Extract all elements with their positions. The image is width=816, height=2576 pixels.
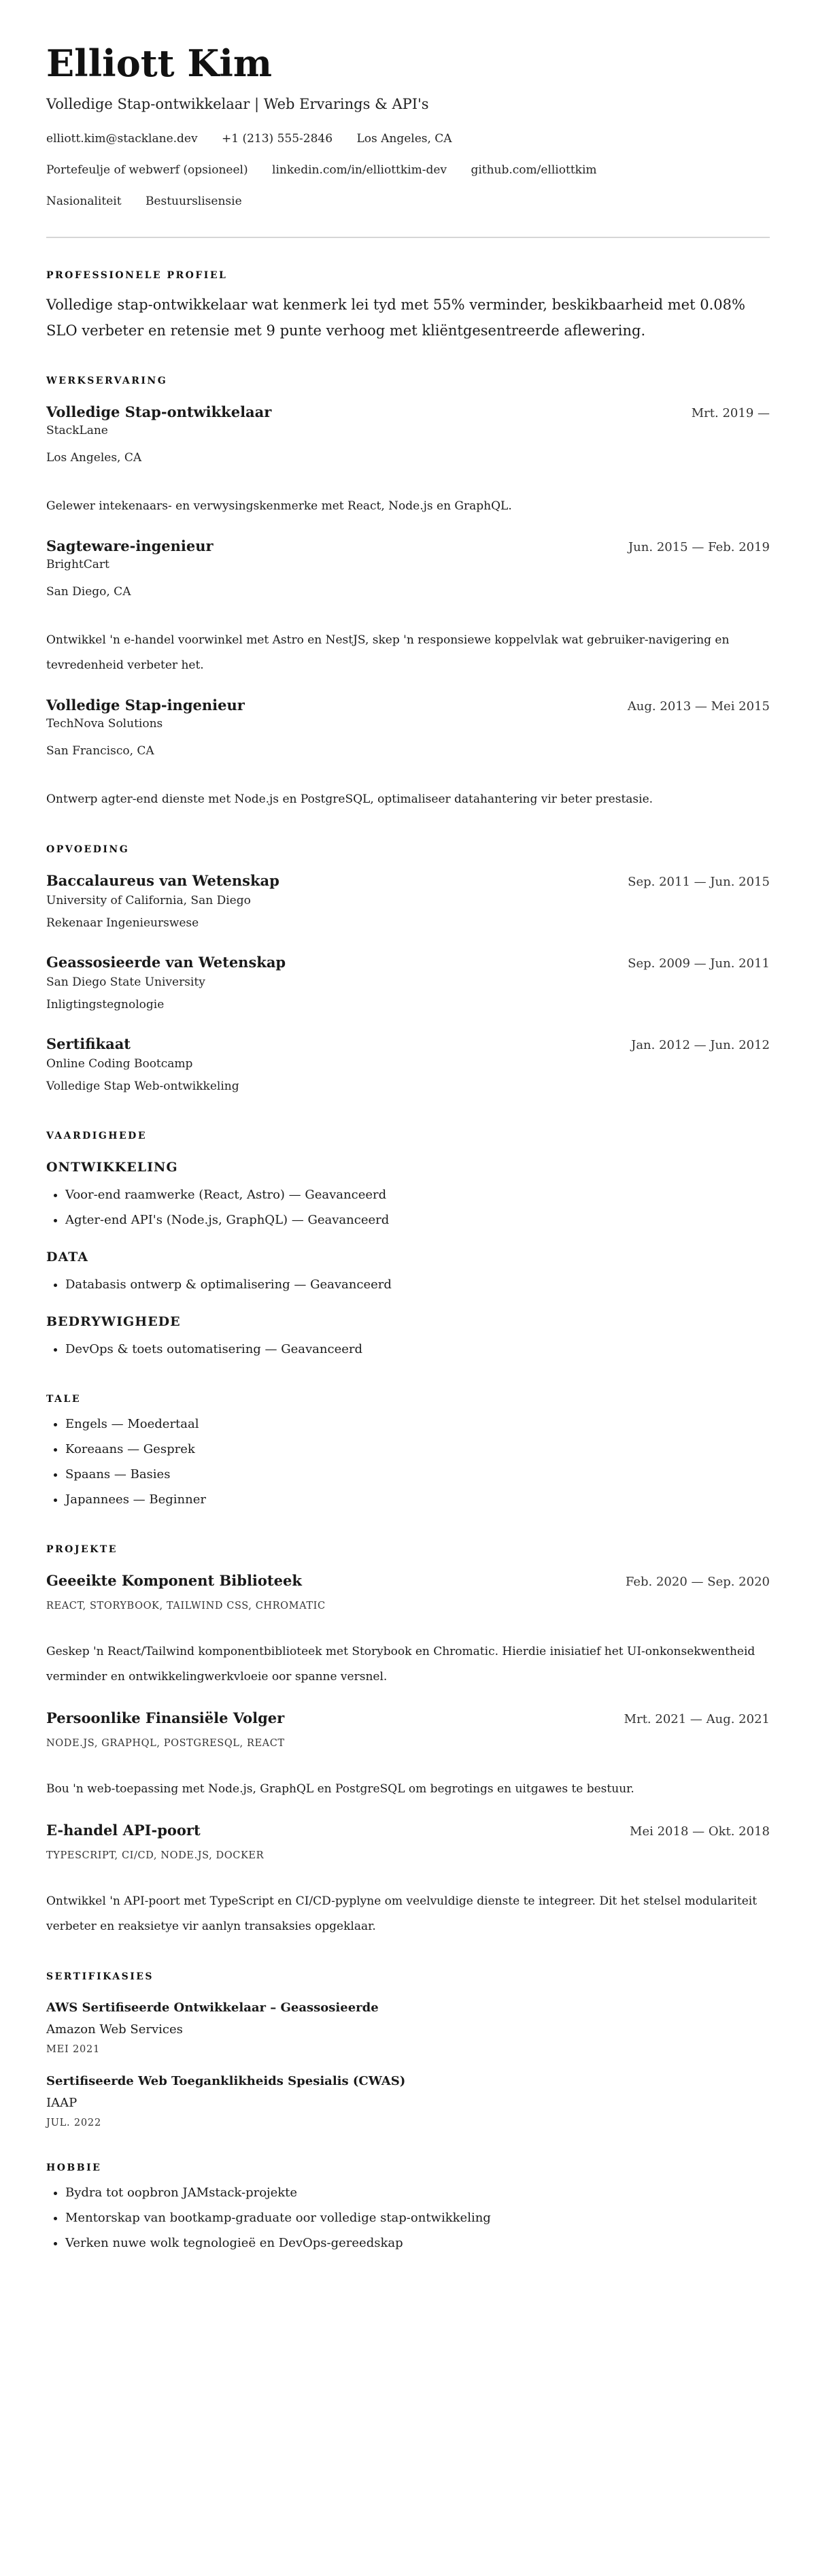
language-item: • Koreaans — Gesprek bbox=[65, 1437, 770, 1462]
company-name: TechNova Solutions bbox=[46, 717, 163, 731]
project-description: Ontwikkel 'n API-poort met TypeScript en CI/CD-pyplyne om veelvuldige dienste te integreer. Dit het stelsel modulariteit verbeter en reaksietye vir aanlyn transaksies opgeklaar. bbox=[46, 1894, 758, 1933]
github-link[interactable]: github.com/elliottkim bbox=[471, 163, 597, 177]
job-title: Sagteware-ingenieur bbox=[46, 537, 214, 554]
resume-header bbox=[46, 41, 770, 210]
language-list bbox=[46, 1411, 770, 1512]
section-title: WERKSERVARING bbox=[46, 375, 168, 386]
education-dates: Sep. 2009 — Jun. 2011 bbox=[628, 956, 770, 971]
company-name: StackLane bbox=[46, 424, 108, 437]
project-description: Bou 'n web-toepassing met Node.js, GraphQL en PostgreSQL om begrotings en uitgawes te bestuur. bbox=[46, 1782, 634, 1796]
skill-item: • Agter-end API's (Node.js, GraphQL) — Geavanceerd bbox=[65, 1207, 770, 1233]
field-of-study: Volledige Stap Web-ontwikkeling bbox=[46, 1080, 239, 1093]
degree-title: Geassosieerde van Wetenskap bbox=[46, 954, 286, 971]
experience-entry bbox=[46, 537, 770, 678]
language-item: • Spaans — Basies bbox=[65, 1462, 770, 1487]
field-of-study: Inligtingstegnologie bbox=[46, 998, 165, 1011]
language-item: • Engels — Moedertaal bbox=[65, 1411, 770, 1437]
experience-entry bbox=[46, 696, 770, 812]
entry-header bbox=[46, 696, 770, 715]
section-title: PROFESSIONELE PROFIEL bbox=[46, 270, 228, 281]
school-name: Online Coding Bootcamp bbox=[46, 1057, 193, 1071]
degree-title: Sertifikaat bbox=[46, 1035, 131, 1052]
job-title: Volledige Stap-ontwikkelaar bbox=[46, 403, 272, 420]
job-dates: Jun. 2015 — Feb. 2019 bbox=[628, 540, 770, 554]
project-dates: Mei 2018 — Okt. 2018 bbox=[630, 1824, 770, 1839]
project-title: Geeeikte Komponent Biblioteek bbox=[46, 1572, 302, 1589]
section-title: HOBBIE bbox=[46, 2162, 102, 2173]
headline: Volledige Stap-ontwikkelaar | Web Ervarings & API's bbox=[46, 96, 429, 112]
candidate-name: Elliott Kim bbox=[46, 41, 272, 85]
entry-header bbox=[46, 537, 770, 556]
job-description: Ontwerp agter-end dienste met Node.js en PostgreSQL, optimaliseer datahantering vir beter prestasie. bbox=[46, 792, 653, 806]
profile-text: Volledige stap-ontwikkelaar wat kenmerk lei tyd met 55% verminder, beskikbaarheid met 0.08% SLO verbeter en retensie met 9 punte verhoog met kliëntgesentreerde aflewering. bbox=[46, 297, 745, 339]
skill-list bbox=[46, 1272, 770, 1297]
certifications-section bbox=[46, 1970, 770, 2130]
skills-section bbox=[46, 1129, 770, 1362]
education-entry bbox=[46, 871, 770, 935]
certification-entry bbox=[46, 2072, 770, 2130]
entry-header bbox=[46, 1821, 770, 1840]
contact-row bbox=[46, 131, 770, 147]
skill-group-title: DATA bbox=[46, 1250, 89, 1265]
skill-group-title: BEDRYWIGHEDE bbox=[46, 1314, 181, 1329]
project-entry bbox=[46, 1571, 770, 1690]
profile-section bbox=[46, 269, 770, 344]
job-title: Volledige Stap-ingenieur bbox=[46, 697, 245, 714]
project-entry bbox=[46, 1709, 770, 1802]
entry-header bbox=[46, 1035, 770, 1054]
job-location: San Diego, CA bbox=[46, 585, 131, 599]
skill-group-title: ONTWIKKELING bbox=[46, 1160, 178, 1175]
experience-section bbox=[46, 374, 770, 812]
education-section bbox=[46, 843, 770, 1099]
school-name: University of California, San Diego bbox=[46, 894, 251, 907]
skill-item: • Databasis ontwerp & optimalisering — Geavanceerd bbox=[65, 1272, 770, 1297]
education-entry bbox=[46, 953, 770, 1017]
certification-title: AWS Sertifiseerde Ontwikkelaar – Geassosieerde bbox=[46, 2001, 379, 2015]
certification-date: JUL. 2022 bbox=[46, 2118, 101, 2128]
education-dates: Sep. 2011 — Jun. 2015 bbox=[628, 875, 770, 889]
hobby-item: • Verken nuwe wolk tegnologieë en DevOps-gereedskap bbox=[65, 2230, 770, 2256]
entry-header bbox=[46, 953, 770, 972]
certification-title: Sertifiseerde Web Toeganklikheids Spesialis (CWAS) bbox=[46, 2074, 406, 2088]
certification-issuer: IAAP bbox=[46, 2096, 78, 2110]
extra-info-row bbox=[46, 193, 770, 210]
project-tech-stack: REACT, STORYBOOK, TAILWIND CSS, CHROMATIC bbox=[46, 1601, 326, 1611]
education-dates: Jan. 2012 — Jun. 2012 bbox=[631, 1038, 770, 1052]
school-name: San Diego State University bbox=[46, 975, 205, 989]
project-tech-stack: NODE.JS, GRAPHQL, POSTGRESQL, REACT bbox=[46, 1738, 285, 1749]
job-location: San Francisco, CA bbox=[46, 744, 154, 758]
header-divider bbox=[46, 237, 770, 238]
hobbies-section bbox=[46, 2161, 770, 2256]
certification-entry bbox=[46, 1998, 770, 2057]
linkedin-link[interactable]: linkedin.com/in/elliottkim-dev bbox=[272, 163, 447, 177]
project-title: E-handel API-poort bbox=[46, 1822, 201, 1839]
field-of-study: Rekenaar Ingenieurswese bbox=[46, 916, 199, 930]
education-entry bbox=[46, 1035, 770, 1099]
section-title: OPVOEDING bbox=[46, 844, 130, 855]
project-dates: Mrt. 2021 — Aug. 2021 bbox=[624, 1712, 770, 1726]
certification-issuer: Amazon Web Services bbox=[46, 2022, 183, 2037]
job-description: Ontwikkel 'n e-handel voorwinkel met Astro en NestJS, skep 'n responsiewe koppelvlak wat gebruiker-navigering en tevredenheid verbeter het. bbox=[46, 633, 730, 672]
section-title: VAARDIGHEDE bbox=[46, 1131, 147, 1141]
company-name: BrightCart bbox=[46, 558, 109, 571]
project-entry bbox=[46, 1821, 770, 1939]
entry-header bbox=[46, 403, 770, 422]
phone-link[interactable]: +1 (213) 555-2846 bbox=[221, 132, 333, 146]
project-description: Geskep 'n React/Tailwind komponentbiblioteek met Storybook en Chromatic. Hierdie inisiatief het UI-onkonsekwentheid verminder en ontwikkelingwerkvloeie oor spanne versnel. bbox=[46, 1645, 755, 1684]
project-dates: Feb. 2020 — Sep. 2020 bbox=[625, 1575, 770, 1589]
project-title: Persoonlike Finansiële Volger bbox=[46, 1709, 285, 1726]
degree-title: Baccalaureus van Wetenskap bbox=[46, 872, 279, 889]
entry-header bbox=[46, 1571, 770, 1590]
certification-date: MEI 2021 bbox=[46, 2044, 101, 2055]
entry-header bbox=[46, 871, 770, 890]
job-location: Los Angeles, CA bbox=[46, 451, 142, 465]
hobby-list bbox=[46, 2180, 770, 2256]
languages-section bbox=[46, 1392, 770, 1512]
drivers-license: Bestuurslisensie bbox=[145, 195, 242, 208]
hobby-item: • Bydra tot oopbron JAMstack-projekte bbox=[65, 2180, 770, 2205]
skill-item: • DevOps & toets outomatisering — Geavanceerd bbox=[65, 1337, 770, 1362]
skill-list bbox=[46, 1337, 770, 1362]
project-tech-stack: TYPESCRIPT, CI/CD, NODE.JS, DOCKER bbox=[46, 1850, 265, 1861]
skill-item: • Voor-end raamwerke (React, Astro) — Geavanceerd bbox=[65, 1182, 770, 1207]
section-title: PROJEKTE bbox=[46, 1544, 118, 1555]
job-dates: Aug. 2013 — Mei 2015 bbox=[627, 699, 770, 714]
section-title: TALE bbox=[46, 1394, 82, 1405]
email-link[interactable]: elliott.kim@stacklane.dev bbox=[46, 132, 198, 146]
location: Los Angeles, CA bbox=[356, 132, 452, 146]
skill-list bbox=[46, 1182, 770, 1233]
links-row bbox=[46, 162, 770, 178]
language-item: • Japannees — Beginner bbox=[65, 1487, 770, 1512]
entry-header bbox=[46, 1709, 770, 1728]
section-title: SERTIFIKASIES bbox=[46, 1971, 154, 1982]
nationality: Nasionaliteit bbox=[46, 195, 122, 208]
experience-entry bbox=[46, 403, 770, 519]
projects-section bbox=[46, 1543, 770, 1939]
job-description: Gelewer intekenaars- en verwysingskenmerke met React, Node.js en GraphQL. bbox=[46, 499, 512, 513]
hobby-item: • Mentorskap van bootkamp-graduate oor volledige stap-ontwikkeling bbox=[65, 2205, 770, 2230]
portfolio-link[interactable]: Portefeulje of webwerf (opsioneel) bbox=[46, 163, 248, 177]
job-dates: Mrt. 2019 — bbox=[691, 406, 770, 420]
